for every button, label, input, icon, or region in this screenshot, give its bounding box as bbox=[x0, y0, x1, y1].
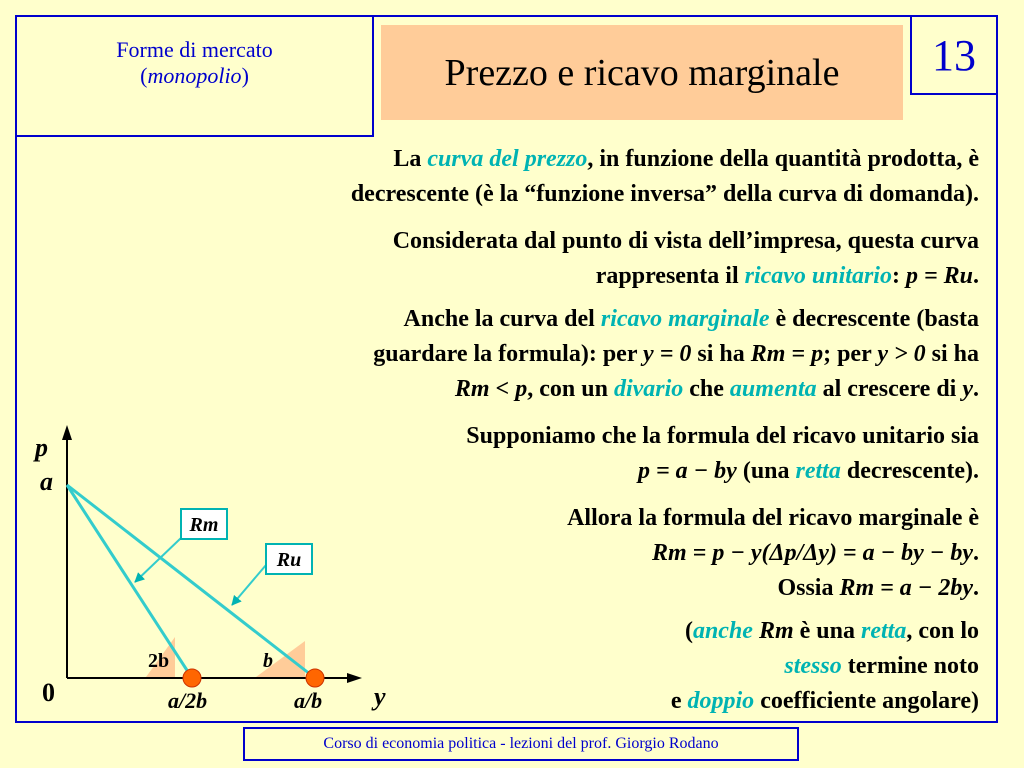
point-a-2b bbox=[183, 669, 201, 687]
tick-a-2b: a/2b bbox=[168, 688, 208, 713]
intercept-label: a bbox=[40, 467, 53, 496]
origin-label: 0 bbox=[42, 678, 55, 707]
footer-credit: Corso di economia politica - lezioni del prof. Giorgio Rodano bbox=[243, 727, 799, 761]
rm-label: Rm bbox=[180, 508, 228, 540]
y-axis-label: p bbox=[35, 433, 48, 462]
ru-label: Ru bbox=[265, 543, 313, 575]
paragraph-2: Considerata dal punto di vista dell’impresa, questa curva rappresenta il ricavo unitario: p = Ru. bbox=[392, 228, 979, 289]
slope-ru-label: b bbox=[263, 650, 273, 672]
paragraph-4: Supponiamo che la formula del ricavo unitario sia p = a − by (una retta decrescente). bbox=[466, 423, 979, 484]
paragraph-3: Anche la curva del ricavo marginale è decrescente (basta guardare la formula): per y = 0 si ha Rm = p; per y > 0 si ha Rm < p, con un divario che aumenta al crescere di y. bbox=[373, 306, 979, 402]
slide-title: Prezzo e ricavo marginale bbox=[381, 25, 903, 120]
x-axis-label: y bbox=[374, 682, 386, 711]
ru-pointer bbox=[232, 565, 266, 605]
tick-a-b: a/b bbox=[294, 688, 323, 713]
topic-line2: (monopolio) bbox=[140, 63, 249, 88]
paragraph-5: Allora la formula del ricavo marginale è Rm = p − y(Δp/Δy) = a − by − by. Ossia Rm = a − 2by. bbox=[567, 505, 979, 601]
paragraph-6: (anche Rm è una retta, con lo stesso termine noto e doppio coefficiente angolare) bbox=[670, 618, 979, 714]
x-axis-arrow bbox=[347, 673, 362, 683]
slope-rm-label: 2b bbox=[148, 650, 170, 672]
point-a-b bbox=[306, 669, 324, 687]
rm-line bbox=[67, 485, 192, 678]
y-axis-arrow bbox=[62, 425, 72, 440]
slide-number: 13 bbox=[910, 15, 998, 95]
paragraph-1: La curva del prezzo, in funzione della quantità prodotta, è decrescente (è la “funzione inversa” della curva di domanda). bbox=[350, 146, 979, 207]
topic-line1: Forme di mercato bbox=[116, 37, 273, 62]
